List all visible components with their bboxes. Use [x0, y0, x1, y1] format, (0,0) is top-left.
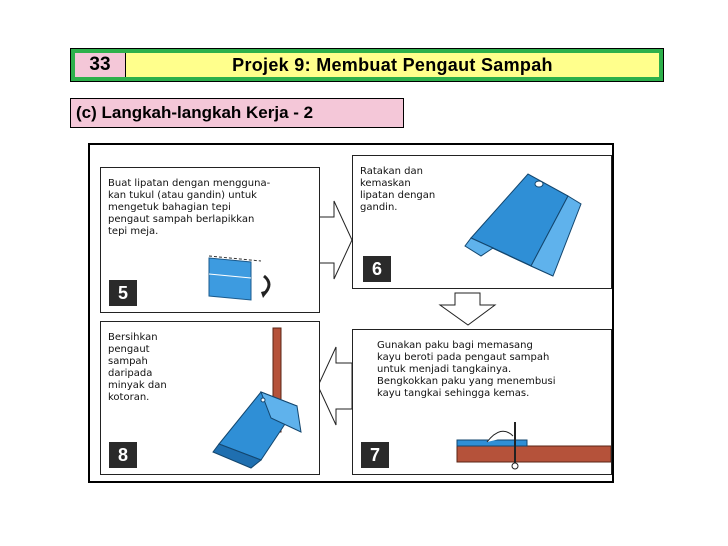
section-subtitle: (c) Langkah-langkah Kerja - 2 [70, 98, 404, 128]
arrow-5-to-6 [318, 201, 352, 279]
arrow-6-to-7 [440, 293, 495, 325]
step-6-illustration [353, 156, 611, 288]
dustpan-sheet [457, 440, 527, 446]
step-8-text: Bersihkan pengaut sampah daripada minyak dan kotoran. [108, 332, 167, 403]
step-7-panel [352, 329, 612, 475]
step-5-text: Buat lipatan dengan mengguna- kan tukul (atau gandin) untuk mengetuk bahagian tepi pengaut sampah berlapikkan tepi meja. [108, 178, 271, 237]
instruction-figure [88, 143, 614, 483]
page-number: 33 [75, 53, 126, 77]
step-5-panel [100, 167, 320, 313]
step-7-text: Gunakan paku bagi memasang kayu beroti pada pengaut sampah untuk menjadi tangkainya. Bengkokkan paku yang menembusi kayu tangkai sehingga kemas. [377, 340, 556, 399]
step-7-number: 7 [361, 442, 389, 468]
hanging-hole [535, 181, 543, 187]
page-header [70, 48, 664, 82]
dustpan-edge [209, 258, 251, 300]
step-7-illustration [353, 330, 611, 474]
step-6-text: Ratakan dan kemaskan lipatan dengan gandin. [360, 166, 436, 213]
arrow-7-to-8 [318, 347, 352, 425]
step-6-panel [352, 155, 612, 289]
page-title: Projek 9: Membuat Pengaut Sampah [126, 53, 659, 77]
step-8-number: 8 [109, 442, 137, 468]
step-5-number: 5 [109, 280, 137, 306]
step-8-panel [100, 321, 320, 475]
step-6-number: 6 [363, 256, 391, 282]
wood-plank [457, 446, 611, 462]
